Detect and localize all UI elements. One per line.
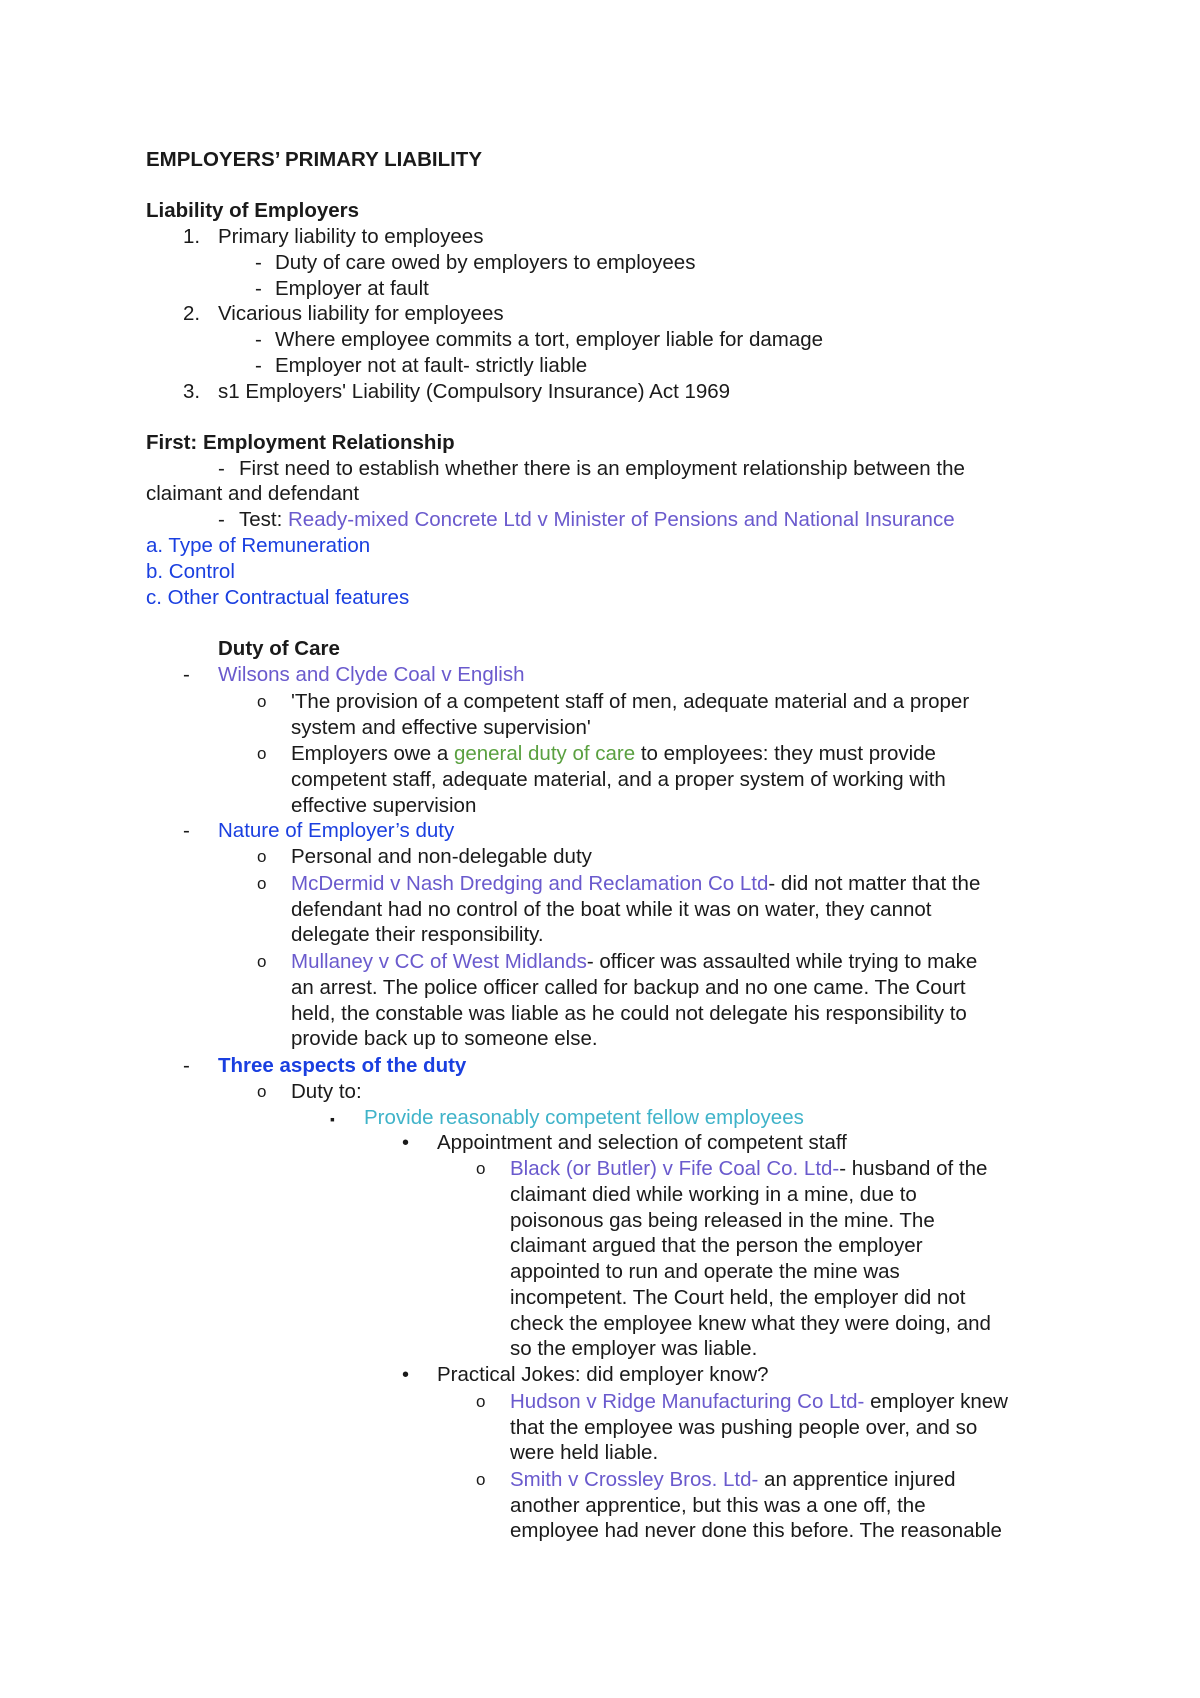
dot-bullet: •: [402, 1132, 410, 1154]
list-item: Primary liability to employees: [218, 225, 484, 248]
case-link-ready-mixed[interactable]: Ready-mixed Concrete Ltd v Minister of Pensions and National Insurance: [288, 508, 955, 531]
paragraph-line: held, the constable was liable as he could not delegate his responsibility to: [291, 1002, 967, 1025]
dot-bullet: •: [402, 1364, 410, 1386]
paragraph-line: poisonous gas being released in the mine. The: [510, 1209, 935, 1232]
case-link-black[interactable]: Black (or Butler) v Fife Coal Co. Ltd-: [510, 1157, 840, 1180]
paragraph-line: Personal and non-delegable duty: [291, 845, 592, 868]
circle-bullet: o: [257, 847, 267, 866]
paragraph-line: were held liable.: [510, 1441, 659, 1464]
page-title: EMPLOYERS’ PRIMARY LIABILITY: [146, 148, 483, 171]
circle-bullet: o: [257, 952, 267, 971]
paragraph-line: Practical Jokes: did employer know?: [437, 1363, 769, 1386]
dash-marker: -: [255, 251, 262, 274]
three-aspects-heading: Three aspects of the duty: [218, 1054, 467, 1077]
paragraph-line: so the employer was liable.: [510, 1337, 758, 1360]
text-fragment: Employers owe a: [291, 742, 454, 765]
text-fragment: employer knew: [864, 1390, 1008, 1413]
dash-marker: -: [255, 328, 262, 351]
text-fragment: - husband of the: [839, 1157, 988, 1180]
dash-marker: -: [218, 508, 225, 531]
paragraph-line: employee had never done this before. The reasonable: [510, 1519, 1002, 1542]
paragraph-line: that the employee was pushing people over, and so: [510, 1416, 978, 1439]
paragraph-line: competent staff, adequate material, and a proper system of working with: [291, 768, 946, 791]
criterion-item: b. Control: [146, 560, 235, 583]
paragraph-line: provide back up to someone else.: [291, 1027, 598, 1050]
circle-bullet: o: [476, 1159, 486, 1178]
quote-line: 'The provision of a competent staff of men, adequate material and a proper: [291, 690, 970, 713]
test-line: [239, 507, 955, 533]
text-fragment: - officer was assaulted while trying to make: [586, 950, 978, 973]
square-bullet: ▪: [330, 1111, 335, 1127]
criterion-item: c. Other Contractual features: [146, 586, 410, 609]
list-item: s1 Employers' Liability (Compulsory Insurance) Act 1969: [218, 380, 731, 403]
text-fragment: an apprentice injured: [758, 1468, 956, 1491]
case-link-mullaney[interactable]: Mullaney v CC of West Midlands: [291, 950, 587, 973]
paragraph-line: [510, 1467, 956, 1493]
list-item: Where employee commits a tort, employer liable for damage: [275, 328, 824, 351]
list-item: Employer not at fault- strictly liable: [275, 354, 588, 377]
list-number: 1.: [183, 225, 201, 248]
quote-line: system and effective supervision': [291, 716, 591, 739]
list-number: 2.: [183, 302, 201, 325]
circle-bullet: o: [476, 1392, 486, 1411]
paragraph-line: [510, 1156, 987, 1182]
highlight-general-duty: general duty of care: [453, 742, 636, 765]
paragraph-line: delegate their responsibility.: [291, 923, 544, 946]
case-link-smith[interactable]: Smith v Crossley Bros. Ltd-: [510, 1468, 759, 1491]
case-link-wilsons[interactable]: Wilsons and Clyde Coal v English: [218, 663, 525, 686]
test-label: Test:: [239, 508, 288, 531]
case-link-hudson[interactable]: Hudson v Ridge Manufacturing Co Ltd-: [510, 1390, 865, 1413]
paragraph-line: claimant and defendant: [146, 482, 360, 505]
list-number: 3.: [183, 380, 201, 403]
subheading-provide: Provide reasonably competent fellow employees: [364, 1106, 804, 1129]
dash-marker: -: [183, 1054, 190, 1077]
duty-heading: Duty of Care: [218, 637, 340, 660]
liability-heading: Liability of Employers: [146, 199, 360, 222]
text-fragment: to employees: they must provide: [635, 742, 936, 765]
circle-bullet: o: [257, 1082, 267, 1101]
paragraph-line: [291, 949, 977, 975]
dash-marker: -: [255, 354, 262, 377]
text-fragment: - did not matter that the: [768, 872, 981, 895]
paragraph-line: another apprentice, but this was a one off, the: [510, 1494, 926, 1517]
paragraph-line: Appointment and selection of competent staff: [437, 1131, 847, 1154]
case-link-mcdermid[interactable]: McDermid v Nash Dredging and Reclamation Co Ltd: [291, 872, 769, 895]
list-item: Vicarious liability for employees: [218, 302, 504, 325]
nature-heading: Nature of Employer’s duty: [218, 819, 455, 842]
paragraph-line: [510, 1389, 1008, 1415]
list-item: Employer at fault: [275, 277, 429, 300]
dash-marker: -: [183, 663, 190, 686]
dash-marker: -: [183, 819, 190, 842]
employment-heading: First: Employment Relationship: [146, 431, 455, 454]
paragraph-line: appointed to run and operate the mine was: [510, 1260, 900, 1283]
circle-bullet: o: [257, 692, 267, 711]
paragraph-line: check the employee knew what they were doing, and: [510, 1312, 991, 1335]
paragraph-line: claimant died while working in a mine, due to: [510, 1183, 917, 1206]
paragraph-line: First need to establish whether there is an employment relationship between the: [239, 457, 965, 480]
paragraph-line: claimant argued that the person the employer: [510, 1234, 923, 1257]
list-item: Duty of care owed by employers to employees: [275, 251, 696, 274]
circle-bullet: o: [257, 874, 267, 893]
dash-marker: -: [255, 277, 262, 300]
dash-marker: -: [218, 457, 225, 480]
paragraph-line: Duty to:: [291, 1080, 362, 1103]
circle-bullet: o: [476, 1470, 486, 1489]
paragraph-line: [291, 741, 936, 767]
paragraph-line: [291, 871, 980, 897]
paragraph-line: incompetent. The Court held, the employer did not: [510, 1286, 966, 1309]
criterion-item: a. Type of Remuneration: [146, 534, 371, 557]
circle-bullet: o: [257, 744, 267, 763]
paragraph-line: effective supervision: [291, 794, 477, 817]
paragraph-line: defendant had no control of the boat while it was on water, they cannot: [291, 898, 932, 921]
paragraph-line: an arrest. The police officer called for backup and no one came. The Court: [291, 976, 966, 999]
